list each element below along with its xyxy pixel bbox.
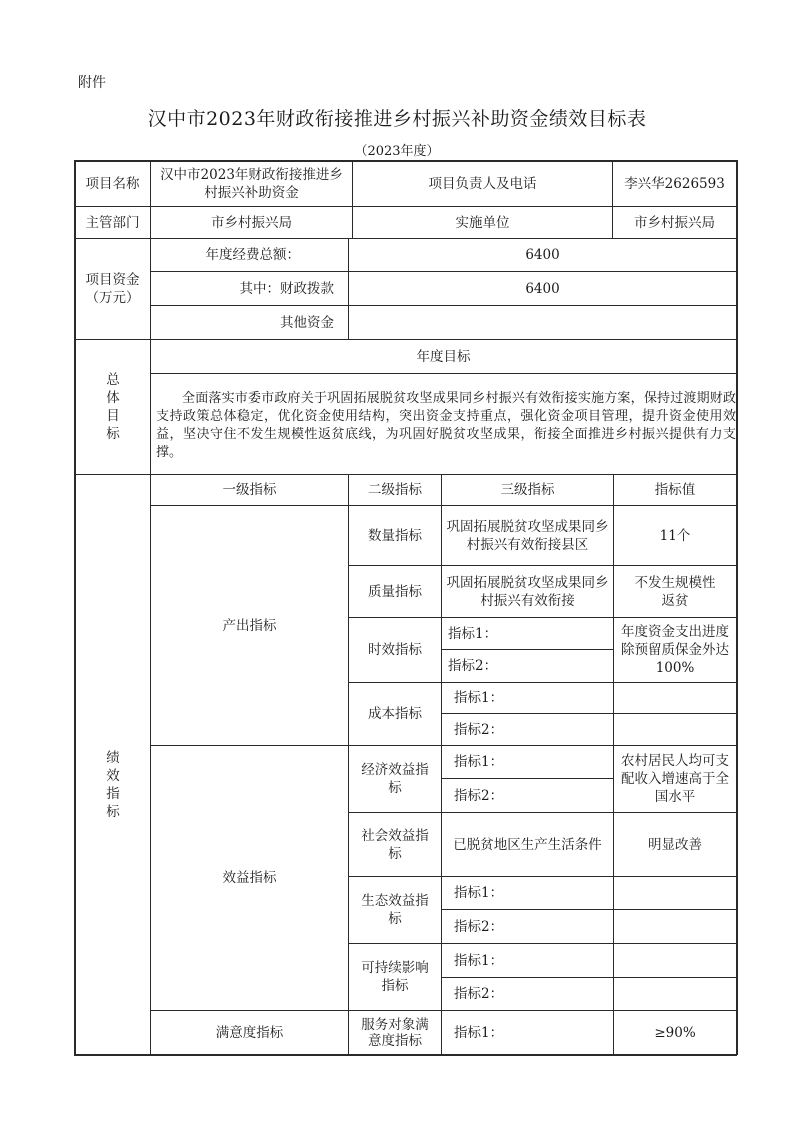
benefit-label: 效益指标 xyxy=(222,870,277,886)
funds-other-label: 其他资金 xyxy=(280,314,334,331)
satisfaction-value: ≥90% xyxy=(654,1024,696,1041)
goal-text: 全面落实市委市政府关于巩固拓展脱贫攻坚成果同乡村振兴有效衔接实施方案，保持过渡期财政支持政策总体稳定，优化资金使用结构，突出资金支持重点，强化资金项目管理，提升资金使用效益，坚决守住不发生规模性返贫底线，为巩固好脱贫攻坚成果，衔接全面推进乡村振兴提供有力支撑。 xyxy=(156,391,736,460)
funds-fiscal-value: 6400 xyxy=(525,280,560,297)
perf-label: 绩效指标 xyxy=(106,750,120,820)
dept-label: 主管部门 xyxy=(85,214,140,231)
timeliness-value: 年度资金支出进度除预留质保金外达100% xyxy=(621,624,729,676)
document-title: 汉中市2023年财政衔接推进乡村振兴补助资金绩效目标表 xyxy=(147,108,647,130)
annex-label: 附件 xyxy=(78,75,106,91)
quality-l3: 巩固拓展脱贫攻坚成果同乡村振兴有效衔接 xyxy=(446,574,609,609)
funds-other-value xyxy=(349,306,736,339)
funds-label: 项目资金（万元） xyxy=(85,272,140,306)
project-name-value: 汉中市2023年财政衔接推进乡村振兴补助资金 xyxy=(160,166,343,201)
ecological-indicator-1: 指标1： xyxy=(454,885,504,901)
funds-total-value: 6400 xyxy=(525,247,560,263)
goal-header: 年度目标 xyxy=(416,348,471,365)
satisfaction-indicator-1: 指标1： xyxy=(454,1024,504,1041)
quantity-label: 数量指标 xyxy=(368,527,422,544)
quality-label: 质量指标 xyxy=(368,583,422,600)
cost-indicator-1: 指标1： xyxy=(454,690,504,706)
satisfaction-l2: 服务对象满意度指标 xyxy=(361,1016,429,1049)
quantity-l3: 巩固拓展脱贫攻坚成果同乡村振兴有效衔接县区 xyxy=(446,518,609,553)
cost-indicator-2: 指标2： xyxy=(454,721,504,738)
sustainable-indicator-1: 指标1： xyxy=(454,952,504,969)
impl-label: 实施单位 xyxy=(455,214,510,231)
document-year: （2023年度） xyxy=(354,144,440,159)
social-label: 社会效益指标 xyxy=(361,827,429,862)
dept-value: 市乡村振兴局 xyxy=(211,214,292,231)
project-name-label: 项目名称 xyxy=(85,175,140,192)
funds-fiscal-label: 其中：财政拨款 xyxy=(239,280,334,297)
social-value: 明显改善 xyxy=(648,836,702,853)
economic-value: 农村居民人均可支配收入增速高于全国水平 xyxy=(621,753,729,805)
economic-indicator-2: 指标2： xyxy=(454,787,504,804)
cost-label: 成本指标 xyxy=(368,706,422,722)
header-l3: 三级指标 xyxy=(500,482,555,498)
timeliness-indicator-2: 指标2： xyxy=(448,658,498,674)
project-leader-value: 李兴华2626593 xyxy=(624,175,725,192)
header-l1: 一级指标 xyxy=(222,482,277,498)
timeliness-indicator-1: 指标1： xyxy=(448,625,498,642)
goal-label: 总体目标 xyxy=(106,372,120,442)
ecological-indicator-2: 指标2： xyxy=(454,918,504,935)
timeliness-label: 时效指标 xyxy=(368,642,422,658)
project-leader-label: 项目负责人及电话 xyxy=(428,175,537,192)
economic-label: 经济效益指标 xyxy=(361,762,429,796)
sustainable-label: 可持续影响指标 xyxy=(361,960,429,994)
quantity-value: 11个 xyxy=(659,527,691,544)
impl-value: 市乡村振兴局 xyxy=(634,214,715,231)
ecological-label: 生态效益指标 xyxy=(361,893,429,927)
header-value: 指标值 xyxy=(654,482,696,498)
satisfaction-label: 满意度指标 xyxy=(215,1024,284,1041)
quality-value: 不发生规模性返贫 xyxy=(634,574,716,609)
header-l2: 二级指标 xyxy=(368,482,422,498)
output-label: 产出指标 xyxy=(222,617,277,634)
economic-indicator-1: 指标1： xyxy=(454,754,504,770)
funds-total-label: 年度经费总额： xyxy=(205,247,300,263)
social-l3: 已脱贫地区生产生活条件 xyxy=(453,836,602,853)
sustainable-indicator-2: 指标2： xyxy=(454,986,504,1002)
